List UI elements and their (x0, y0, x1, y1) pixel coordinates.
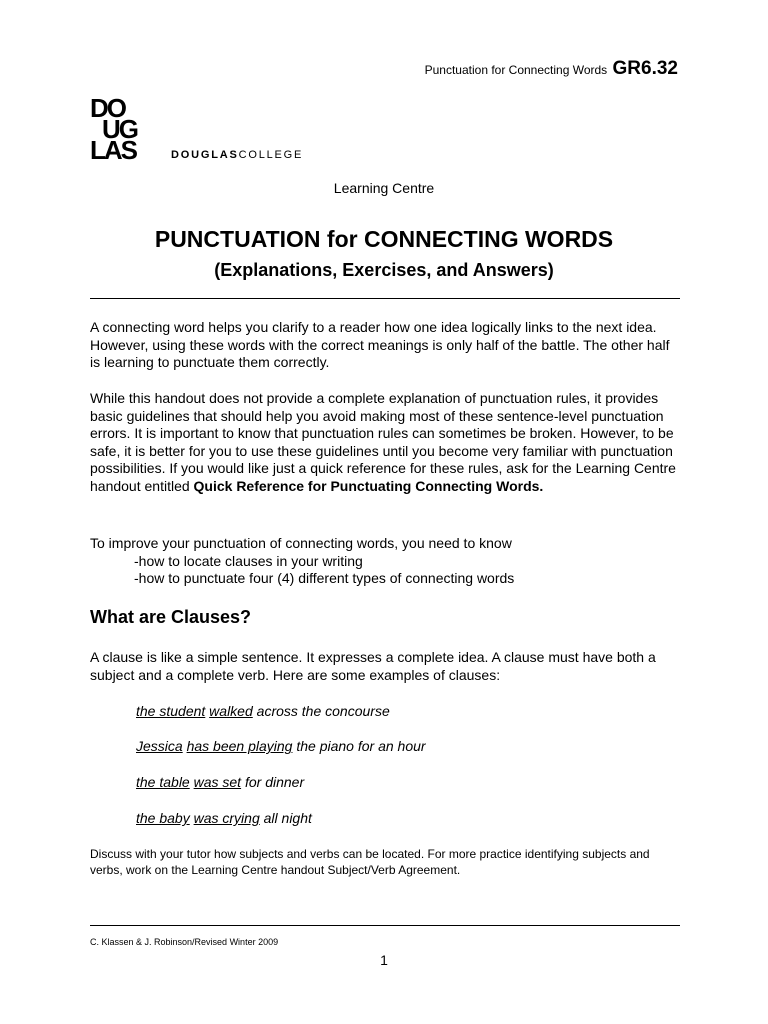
example-verb: walked (209, 703, 253, 719)
example-rest: the piano for an hour (296, 738, 426, 754)
clause-example (136, 774, 304, 790)
document-title: PUNCTUATION for CONNECTING WORDS (154, 226, 614, 252)
example-subject: the table (136, 774, 190, 790)
example-verb: was crying (193, 810, 260, 826)
college-name-bold: DOUGLAS (171, 149, 239, 161)
paragraph-improve (90, 535, 680, 588)
college-name (171, 149, 303, 161)
section-heading: What are Clauses? (90, 607, 252, 627)
logo-line-3: LAS (90, 135, 136, 165)
clause-intro: A clause is like a simple sentence. It expresses a complete idea. A clause must have both a subject and a complete verb. Here are some examples of clauses: (90, 649, 656, 683)
example-rest: across the concourse (256, 703, 390, 719)
guidelines-text: While this handout does not provide a complete explanation of punctuation rules, it provides basic guidelines that should help you avoid making most of these sentence-level punctuation errors. It is important to know that punctuation rules can sometimes be broken. However, to be safe, it is better for you to use these guidelines until you become very familiar with punctuation possibilities. If you would like just a quick reference for these rules, ask for the Learning Centre handout entitled (90, 390, 676, 494)
example-subject: the student (136, 703, 206, 719)
logo-line-1: DO (90, 93, 125, 123)
example-rest: all night (263, 810, 312, 826)
footer-credit: C. Klassen & J. Robinson/Revised Winter 2009 (90, 937, 279, 947)
college-name-rest: COLLEGE (238, 149, 304, 161)
improve-item: -how to punctuate four (4) different types of connecting words (134, 570, 515, 586)
improve-item: -how to locate clauses in your writing (134, 552, 363, 569)
example-subject: the baby (136, 810, 190, 826)
douglas-logo (90, 93, 137, 165)
example-rest: for dinner (244, 774, 305, 790)
paragraph-intro: A connecting word helps you clarify to a reader how one idea logically links to the next idea. However, using these words with the correct meanings is only half of the battle. The other half is learning to punctuate them correctly. (90, 319, 670, 370)
closing-paragraph: Discuss with your tutor how subjects and verbs can be located. For more practice identifying subjects and verbs, work on the Learning Centre handout Subject/Verb Agreement. (90, 847, 650, 877)
title-divider (90, 298, 680, 299)
clause-example (136, 703, 390, 719)
paragraph-guidelines (90, 390, 680, 495)
clause-example (136, 810, 312, 826)
example-subject: Jessica (136, 738, 183, 754)
header-title: Punctuation for Connecting Words (424, 63, 608, 77)
footer-divider (90, 925, 680, 926)
handout-code: GR6.32 (612, 58, 678, 79)
document-subtitle: (Explanations, Exercises, and Answers) (214, 260, 554, 280)
improve-intro: To improve your punctuation of connecting words, you need to know (90, 535, 512, 551)
clause-example (136, 738, 426, 754)
logo-line-2: UG (102, 114, 137, 144)
department-name: Learning Centre (333, 180, 435, 196)
example-verb: has been playing (186, 738, 293, 754)
quick-reference-title: Quick Reference for Punctuating Connecting Words. (193, 477, 544, 494)
example-verb: was set (193, 774, 242, 790)
page-header (425, 58, 678, 80)
page-number: 1 (380, 952, 388, 968)
